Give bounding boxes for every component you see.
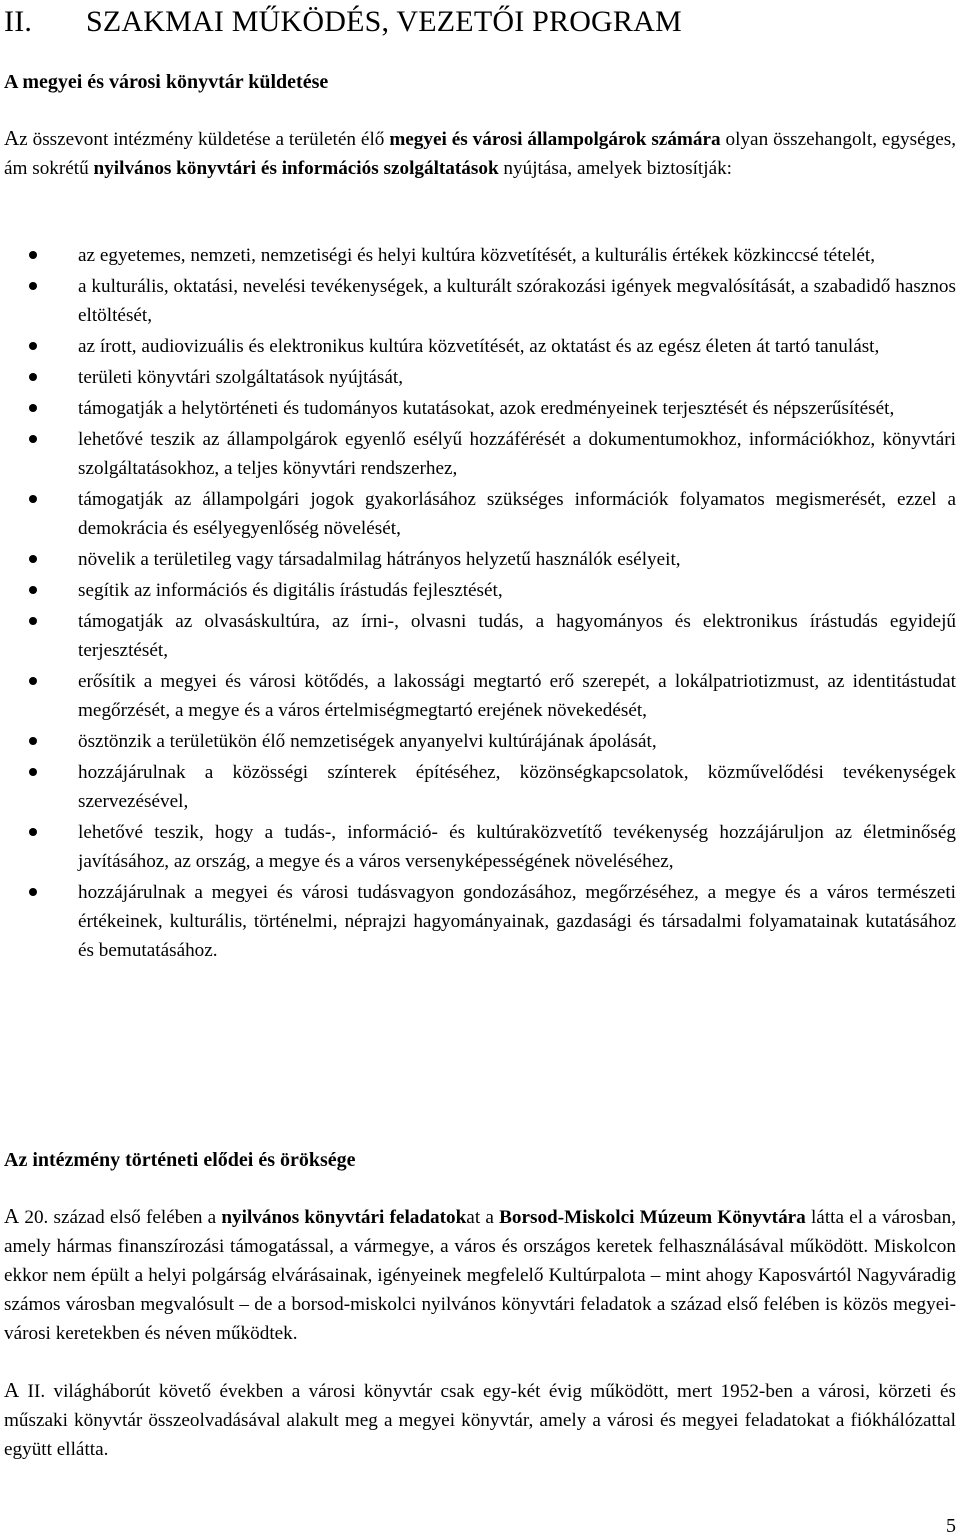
list-item: támogatják az állampolgári jogok gyakorlásához szükséges információk folyamatos megismerését, ezzel a demokrácia és esélyegyenlőség növelését, xyxy=(4,485,956,543)
list-item: ösztönzik a területükön élő nemzetiségek anyanyelvi kultúrájának ápolását, xyxy=(4,727,956,756)
chapter-number: II. xyxy=(4,5,33,38)
list-item: segítik az információs és digitális írástudás fejlesztését, xyxy=(4,576,956,605)
bullet-icon xyxy=(29,888,37,896)
bullet-icon xyxy=(29,555,37,563)
page-number: 5 xyxy=(946,1515,956,1537)
list-item: területi könyvtári szolgáltatások nyújtását, xyxy=(4,363,956,392)
bullet-icon xyxy=(29,495,37,503)
bullet-icon xyxy=(29,404,37,412)
bullet-icon xyxy=(29,737,37,745)
list-item: erősítik a megyei és városi kötődés, a lakossági megtartó erő szerepét, a lokálpatriotizmust, az identitástudat megőrzését, a megye és a város értelmiségmegtartó erejének növekedését, xyxy=(4,667,956,725)
chapter-heading xyxy=(4,2,682,42)
list-item: az írott, audiovizuális és elektronikus kultúra közvetítését, az oktatást és az egész életen át tartó tanulást, xyxy=(4,332,956,361)
chapter-title: SZAKMAI MŰKÖDÉS, VEZETŐI PROGRAM xyxy=(86,5,682,38)
history-paragraph-1: A 20. század első felében a nyilvános könyvtári feladatokat a Borsod-Miskolci Múzeum Könyvtára látta el a városban, amely hármas finanszírozási támogatással, a vármegye, a város és országos keretek felhasználásával működött. Miskolcon ekkor nem épült a helyi polgárság elvárásainak, igényeinek megfelelő Kultúrpalota – mint ahogy Kaposvártól Nagyváradig számos városban megvalósult – de a borsod-miskolci nyilvános könyvtári feladatok a század első felében is közös megyei-városi keretekben és néven működtek. xyxy=(4,1204,957,1344)
bullet-icon xyxy=(29,677,37,685)
bullet-icon xyxy=(29,586,37,594)
bullet-icon xyxy=(29,373,37,381)
history-paragraph-2: A II. világháborút követő években a városi könyvtár csak egy-két évig működött, mert 1952-ben a városi, körzeti és műszaki könyvtár összeolvadásával alakult meg a megyei könyvtár, amely a városi és megyei feladatokat a fiókhálózattal együtt ellátta. xyxy=(4,1378,956,1460)
mission-intro-paragraph: Az összevont intézmény küldetése a területén élő megyei és városi állampolgárok számára olyan összehangolt, egységes, ám sokrétű nyilvános könyvtári és információs szolgáltatások nyújtása, amelyek biztosítják: xyxy=(4,126,956,179)
list-item: támogatják a helytörténeti és tudományos kutatásokat, azok eredményeinek terjesztését és népszerűsítését, xyxy=(4,394,956,423)
list-item: lehetővé teszik, hogy a tudás-, információ- és kultúraközvetítő tevékenység hozzájáruljon az életminőség javításához, az ország, a megye és a város versenyképességének növeléséhez, xyxy=(4,818,956,876)
bullet-icon xyxy=(29,342,37,350)
bullet-icon xyxy=(29,828,37,836)
list-item: támogatják az olvasáskultúra, az írni-, olvasni tudás, a hagyományos és elektronikus írástudás egyidejű terjesztését, xyxy=(4,607,956,665)
list-item: hozzájárulnak a megyei és városi tudásvagyon gondozásához, megőrzéséhez, a megye és a város természeti értékeinek, kulturális, történelmi, néprajzi hagyományainak, gazdasági és társadalmi folyamatainak kutatásához és bemutatásához. xyxy=(4,878,956,965)
bullet-icon xyxy=(29,282,37,290)
section-title-mission: A megyei és városi könyvtár küldetése xyxy=(4,71,329,93)
bullet-icon xyxy=(29,617,37,625)
bullet-icon xyxy=(29,435,37,443)
mission-list xyxy=(4,241,956,967)
bullet-icon xyxy=(29,768,37,776)
bullet-icon xyxy=(29,251,37,259)
list-item: növelik a területileg vagy társadalmilag hátrányos helyzetű használók esélyeit, xyxy=(4,545,956,574)
section-title-history: Az intézmény történeti elődei és öröksége xyxy=(4,1149,356,1171)
list-item: a kulturális, oktatási, nevelési tevékenységek, a kulturált szórakozási igények megvalósítását, a szabadidő hasznos eltöltését, xyxy=(4,272,956,330)
list-item: az egyetemes, nemzeti, nemzetiségi és helyi kultúra közvetítését, a kulturális értékek közkinccsé tételét, xyxy=(4,241,956,270)
list-item: hozzájárulnak a közösségi színterek építéséhez, közönségkapcsolatok, közművelődési tevékenységek szervezésével, xyxy=(4,758,956,816)
list-item: lehetővé teszik az állampolgárok egyenlő esélyű hozzáférését a dokumentumokhoz, információkhoz, könyvtári szolgáltatásokhoz, a teljes könyvtári rendszerhez, xyxy=(4,425,956,483)
